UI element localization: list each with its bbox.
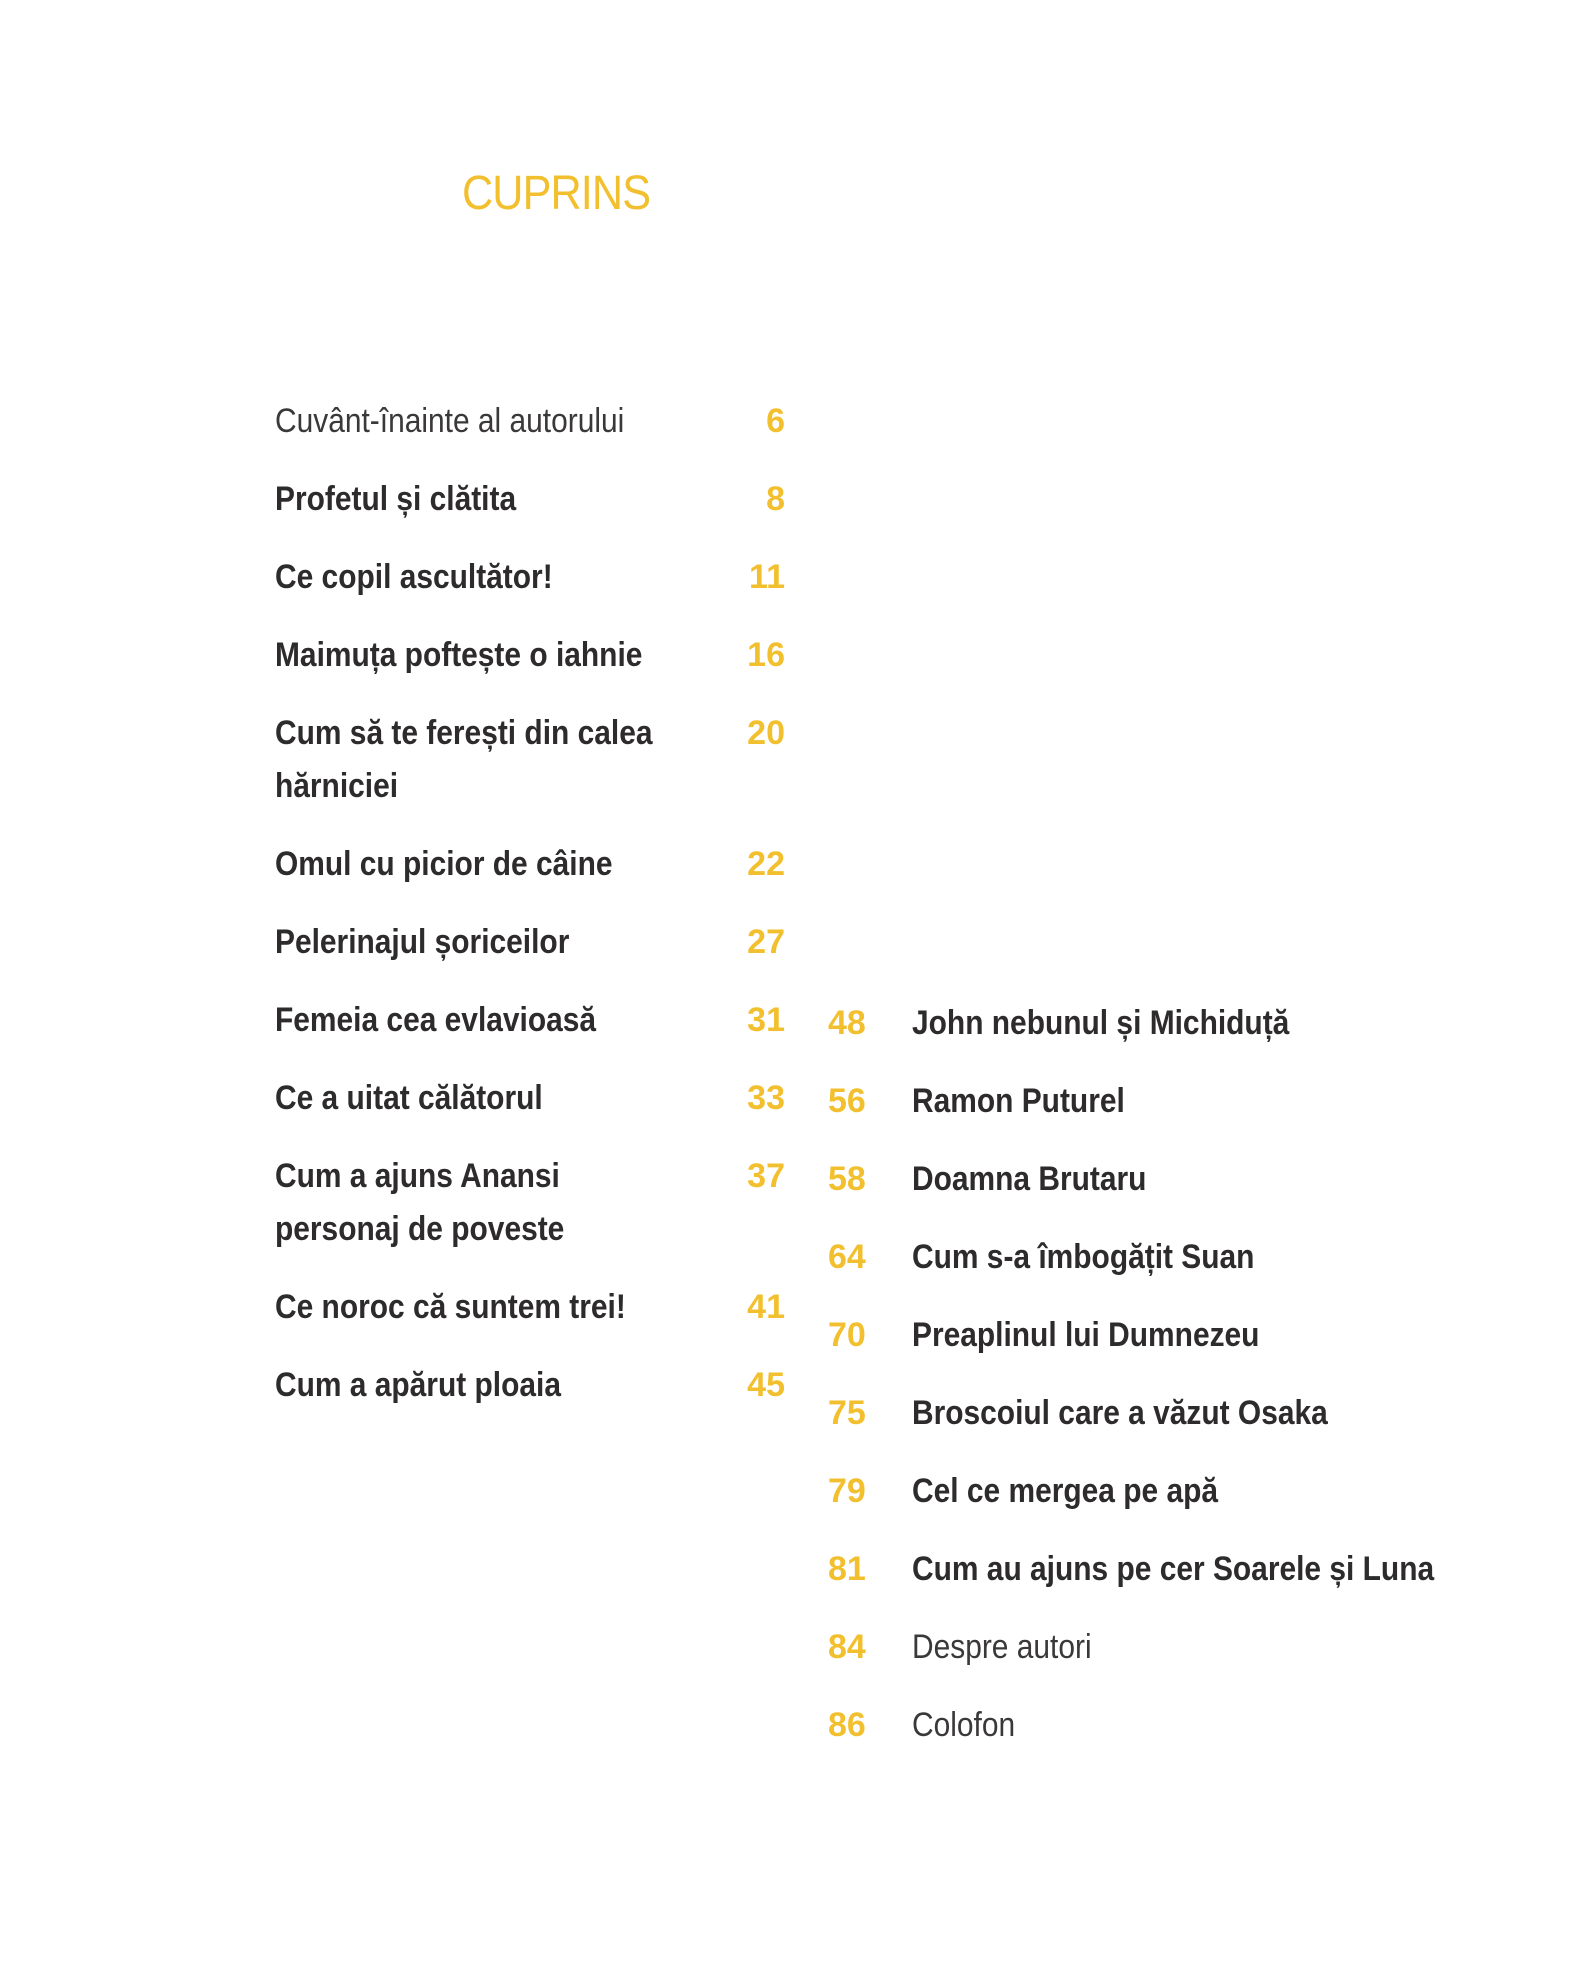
toc-entry-page-number: 84 bbox=[828, 1628, 866, 1666]
toc-entry bbox=[828, 1465, 1468, 1518]
toc-entry bbox=[828, 1231, 1468, 1284]
toc-entry bbox=[275, 1359, 785, 1412]
toc-entry bbox=[828, 1621, 1468, 1674]
toc-entry-title: Cum a apărut ploaia bbox=[275, 1366, 561, 1404]
toc-entry-page-number: 75 bbox=[828, 1394, 866, 1432]
toc-entry-page-number: 6 bbox=[766, 402, 785, 440]
toc-entry-page-number: 16 bbox=[747, 636, 785, 674]
toc-entry bbox=[828, 1309, 1468, 1362]
toc-entry bbox=[828, 1153, 1468, 1206]
toc-entry-title: Femeia cea evlavioasă bbox=[275, 1001, 597, 1039]
toc-entry-page-number: 27 bbox=[747, 923, 785, 961]
toc-entry-title: Cum a ajuns Anansi personaj de poveste bbox=[275, 1157, 565, 1248]
toc-entry-title: Ce copil ascultător! bbox=[275, 558, 553, 596]
toc-entry-title: Cel ce mergea pe apă bbox=[912, 1472, 1219, 1510]
toc-entry bbox=[275, 1150, 785, 1256]
toc-entry-page-number: 79 bbox=[828, 1472, 866, 1510]
toc-entry bbox=[275, 395, 785, 448]
toc-entry-title: John nebunul și Michiduță bbox=[912, 1004, 1290, 1042]
page-title: CUPRINS bbox=[462, 167, 651, 220]
toc-entry-page-number: 81 bbox=[828, 1550, 866, 1588]
toc-entry-page-number: 11 bbox=[749, 558, 785, 596]
toc-entry-page-number: 64 bbox=[828, 1238, 866, 1276]
toc-entry-title: Broscoiul care a văzut Osaka bbox=[912, 1394, 1328, 1432]
toc-entry bbox=[828, 1075, 1468, 1128]
toc-entry-title: Colofon bbox=[912, 1706, 1016, 1744]
toc-entry-title: Maimuța poftește o iahnie bbox=[275, 636, 643, 674]
toc-entry bbox=[275, 916, 785, 969]
toc-entry-title: Cum au ajuns pe cer Soarele și Luna bbox=[912, 1550, 1435, 1588]
toc-entry bbox=[275, 551, 785, 604]
toc-entry-page-number: 22 bbox=[747, 845, 785, 883]
toc-entry-page-number: 8 bbox=[766, 480, 785, 518]
toc-entry-page-number: 31 bbox=[747, 1001, 785, 1039]
toc-entry-title: Preaplinul lui Dumnezeu bbox=[912, 1316, 1260, 1354]
toc-entry bbox=[828, 997, 1468, 1050]
toc-left-column bbox=[275, 395, 785, 1437]
toc-entry bbox=[828, 1543, 1468, 1596]
toc-entry bbox=[275, 473, 785, 526]
toc-entry-page-number: 70 bbox=[828, 1316, 866, 1354]
toc-entry-title: Profetul și clătita bbox=[275, 480, 517, 518]
toc-entry bbox=[275, 838, 785, 891]
toc-entry-page-number: 33 bbox=[747, 1079, 785, 1117]
toc-entry-title: Despre autori bbox=[912, 1628, 1092, 1666]
toc-entry-page-number: 86 bbox=[828, 1706, 866, 1744]
toc-entry-title: Omul cu picior de câine bbox=[275, 845, 613, 883]
toc-entry-page-number: 58 bbox=[828, 1160, 866, 1198]
toc-entry-page-number: 45 bbox=[747, 1366, 785, 1404]
toc-entry bbox=[275, 629, 785, 682]
toc-entry-title: Pelerinajul șoriceilor bbox=[275, 923, 570, 961]
toc-entry bbox=[275, 994, 785, 1047]
toc-entry-title: Ce noroc că suntem trei! bbox=[275, 1288, 626, 1326]
toc-entry bbox=[275, 707, 785, 813]
toc-right-column bbox=[828, 997, 1468, 1777]
toc-entry-page-number: 56 bbox=[828, 1082, 866, 1120]
toc-entry bbox=[275, 1281, 785, 1334]
toc-entry bbox=[828, 1699, 1468, 1752]
toc-entry-page-number: 20 bbox=[747, 714, 785, 752]
toc-entry-title: Cuvânt-înainte al autorului bbox=[275, 402, 625, 440]
toc-entry bbox=[275, 1072, 785, 1125]
toc-entry-title: Ce a uitat călătorul bbox=[275, 1079, 543, 1117]
toc-entry bbox=[828, 1387, 1468, 1440]
toc-entry-title: Ramon Puturel bbox=[912, 1082, 1125, 1120]
toc-entry-page-number: 48 bbox=[828, 1004, 866, 1042]
toc-entry-title: Doamna Brutaru bbox=[912, 1160, 1147, 1198]
toc-entry-page-number: 37 bbox=[747, 1157, 785, 1195]
toc-entry-page-number: 41 bbox=[747, 1288, 785, 1326]
toc-entry-title: Cum s-a îmbogățit Suan bbox=[912, 1238, 1255, 1276]
toc-entry-title: Cum să te ferești din calea hărniciei bbox=[275, 714, 653, 805]
